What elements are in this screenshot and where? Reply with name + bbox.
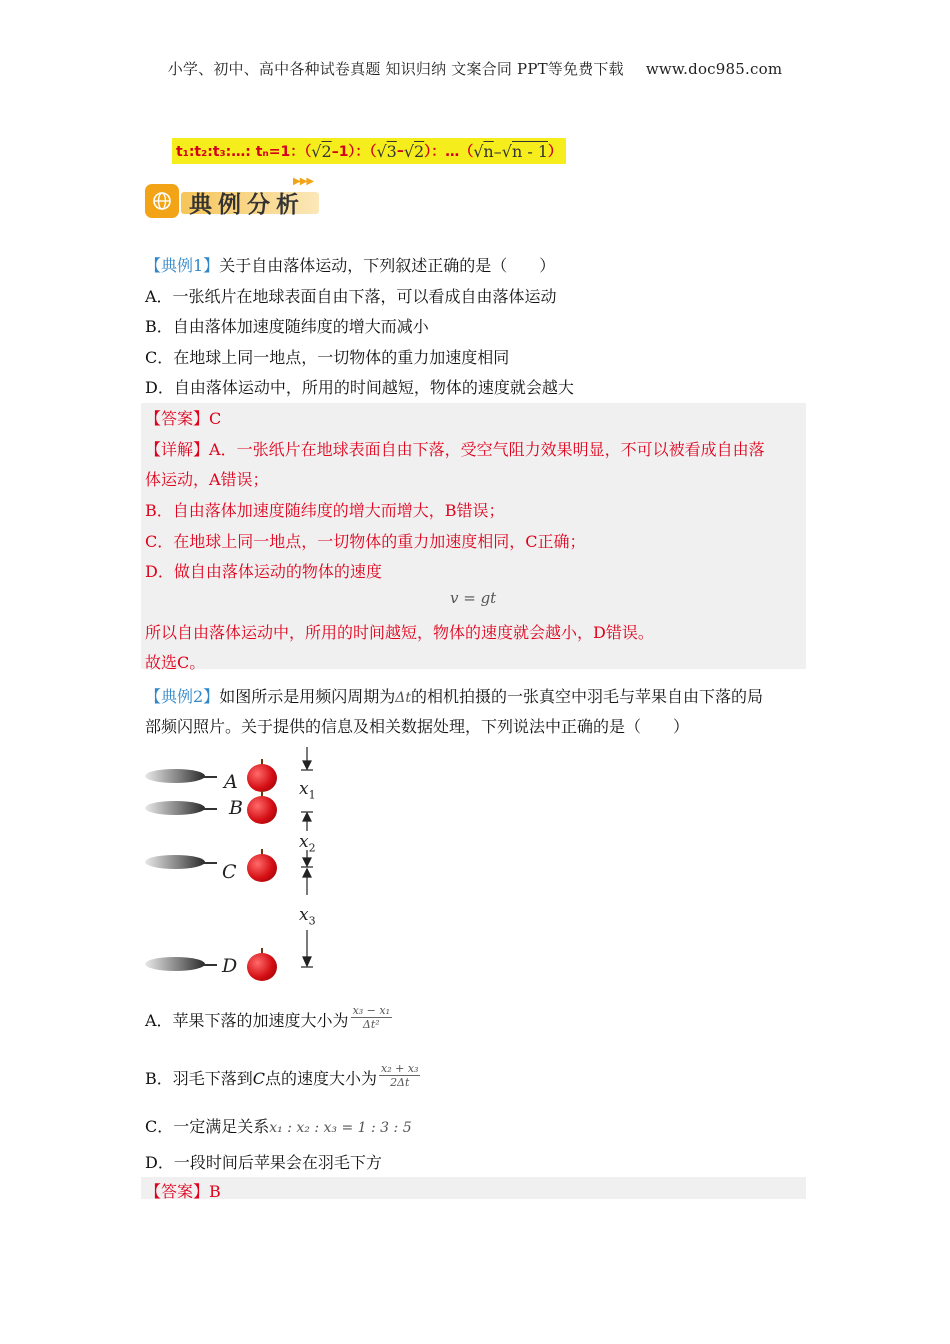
ex1-question <box>145 253 555 276</box>
delta-t: Δt <box>395 690 411 706</box>
ex1-detail-6: 故选C。 <box>145 653 206 672</box>
sqrt-2b: √2 <box>403 141 425 161</box>
ex1-detail-3: C．在地球上同一地点，一切物体的重力加速度相同，C正确； <box>145 532 586 551</box>
apple-icon <box>247 854 277 882</box>
option-text: B．羽毛下落到 <box>145 1069 253 1088</box>
ratio-part: –1）：（ <box>331 144 377 160</box>
feather-icon <box>145 855 205 869</box>
answer-tag: 【答案】 <box>145 1182 210 1201</box>
ratio-relation: x₁ : x₂ : x₃ = 1 : 3 : 5 <box>269 1120 412 1136</box>
answer-tag: 【答案】 <box>145 409 210 428</box>
point-a-label: A <box>224 771 238 793</box>
quill <box>201 964 217 966</box>
quill <box>201 808 217 810</box>
feather-icon <box>145 957 205 971</box>
apple-icon <box>247 953 277 981</box>
ex2-answer <box>145 1179 221 1202</box>
ex2-tag: 【典例2】 <box>145 687 220 706</box>
ex2-question-text: 的相机拍摄的一张真空中羽毛与苹果自由下落的局 <box>410 687 763 706</box>
ex1-option-d: D．自由落体运动中，所用的时间越短，物体的速度就会越大 <box>145 378 574 397</box>
ratio-end: ） <box>548 144 562 160</box>
quill <box>201 776 217 778</box>
ex2-question-line2: 部频闪照片。关于提供的信息及相关数据处理，下列说法中正确的是（ ） <box>145 717 690 736</box>
ex1-detail-2: B．自由落体加速度随纬度的增大而增大，B错误； <box>145 501 505 520</box>
header-site-link[interactable]: www.doc985.com <box>645 60 783 78</box>
ex2-option-a <box>145 1004 392 1035</box>
ratio-minus: – <box>493 141 502 161</box>
feather-icon <box>145 801 205 815</box>
header-text: 小学、初中、高中各种试卷真题 知识归纳 文案合同 PPT等免费下载 <box>167 60 624 78</box>
ex1-tag: 【典例1】 <box>145 256 220 275</box>
answer-value: B <box>209 1182 221 1201</box>
ex1-answer <box>145 406 221 429</box>
velocity-fraction: $\frac{\text{x₂ + x₃}}{2\Delta t}$ <box>381 1062 419 1089</box>
ex1-detail-1b: 体运动，A错误； <box>145 470 269 489</box>
time-ratio-formula <box>172 138 566 164</box>
section-banner <box>143 178 323 220</box>
ex1-detail-1a <box>145 437 765 460</box>
arrows-icon: ▶▶▶ <box>293 176 314 187</box>
sqrt-n: √n <box>473 141 494 161</box>
point-c-label: C <box>222 861 237 883</box>
x3-label: $x_3$ <box>299 905 316 928</box>
option-text: C．一定满足关系 <box>145 1117 270 1136</box>
globe-icon <box>145 184 179 218</box>
x1-label: $x_1$ <box>299 779 316 802</box>
section-title: 典例分析 <box>189 192 305 218</box>
ex2-option-d: D．一段时间后苹果会在羽毛下方 <box>145 1153 382 1172</box>
option-text: 点的速度大小为 <box>265 1069 378 1088</box>
ex2-question-text: 如图所示是用频闪周期为 <box>219 687 396 706</box>
ex2-option-b <box>145 1062 420 1093</box>
answer-value: C <box>209 409 222 428</box>
apple-icon <box>247 764 277 792</box>
sqrt-n-1: √n - 1 <box>501 141 548 161</box>
strobe-photo-figure <box>143 745 343 975</box>
ratio-part: – <box>396 143 404 159</box>
ex1-equation: v = gt <box>450 589 497 607</box>
ex1-detail-5: 所以自由落体运动中，所用的时间越短，物体的速度就会越小，D错误。 <box>145 623 654 642</box>
point-d-label: D <box>222 955 238 977</box>
ratio-prefix: t₁:t₂:t₃:…: tₙ=1：（ <box>176 144 312 160</box>
ratio-part: ）：…（ <box>424 144 474 160</box>
ex1-option-b: B．自由落体加速度随纬度的增大而减小 <box>145 317 429 336</box>
feather-icon <box>145 769 205 783</box>
acceleration-fraction: $\frac{\text{x₃ − x₁}}{\text{Δt²}}$ <box>352 1004 390 1031</box>
apple-icon <box>247 796 277 824</box>
detail-text: A．一张纸片在地球表面自由下落，受空气阻力效果明显，不可以被看成自由落 <box>209 440 765 459</box>
detail-tag: 【详解】 <box>145 440 210 459</box>
point-c: C <box>252 1069 266 1088</box>
x2-label: $x_2$ <box>299 832 316 855</box>
point-b-label: B <box>229 797 243 819</box>
ex2-answer-box <box>141 1177 806 1199</box>
ex1-question-text: 关于自由落体运动，下列叙述正确的是（ ） <box>219 256 556 275</box>
sqrt-3: √3 <box>376 141 397 161</box>
quill <box>201 862 217 864</box>
ex1-option-a: A．一张纸片在地球表面自由下落，可以看成自由落体运动 <box>145 287 557 306</box>
ex2-question-line1 <box>145 684 763 707</box>
ex1-option-c: C．在地球上同一地点，一切物体的重力加速度相同 <box>145 348 510 367</box>
ex2-option-c <box>145 1114 412 1137</box>
option-text: A．苹果下落的加速度大小为 <box>145 1011 349 1030</box>
page-header <box>0 58 950 79</box>
sqrt-2: √2 <box>311 141 332 161</box>
ex1-detail-4: D．做自由落体运动的物体的速度 <box>145 562 382 581</box>
